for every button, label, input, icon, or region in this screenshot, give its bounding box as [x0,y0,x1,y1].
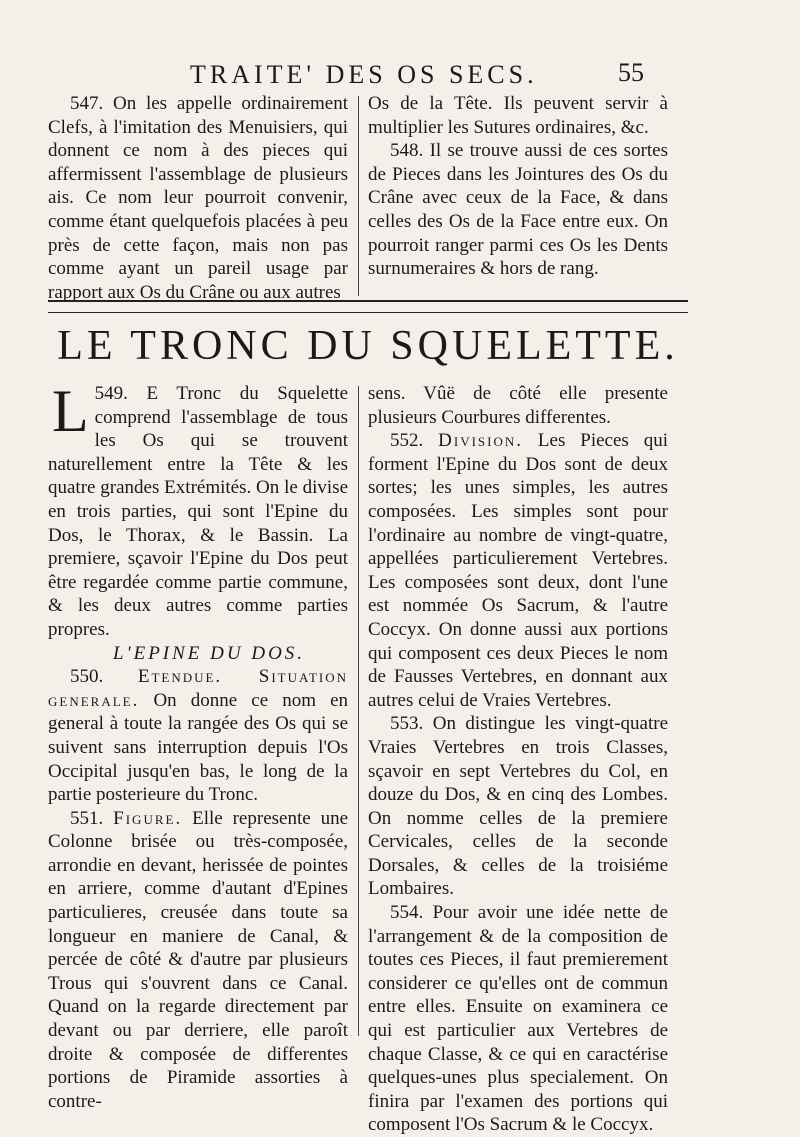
paragraph-text: Il se trouve aussi de ces sortes de Pieces dans les Jointures des Os du Crâne avec ceux de la Face, & dans celles des Os de la Face entre eux. On pourroit ranger parmi ces Os les Dents surnumeraires & hors de rang. [368,140,668,280]
paragraph-number: 551. [70,807,104,829]
paragraph-text: Pour avoir une idée nette de l'arrangement & de la composition de toutes ces Pieces, il faut premierement considerer ce qu'elles ont de commun entre elles. Ensuite on examinera ce qui est particulier aux Vertebres de chaque Classe, & ce qui en caractérise quelques-unes plus specialement. On finira par l'examen des portions qui composent l'Os Sacrum & le Coccyx. [368,902,668,1136]
paragraph-553 [368,712,668,901]
paragraph-548 [368,139,668,281]
paragraph-547-continued: Os de la Tête. Ils peuvent servir à multiplier les Sutures ordinaires, &c. [368,93,668,138]
section-rule-thin [48,312,688,313]
drop-cap: L [52,378,89,444]
paragraph-label: Etendue. Situation generale. [48,666,348,711]
running-head [0,60,800,90]
paragraph-number: 552. [390,430,424,452]
paragraph-text: On distingue les vingt-quatre Vraies Vertebres en trois Classes, sçavoir en sept Vertebres du Col, en douze du Dos, & en cinq des Lombes. On nomme celles de la premiere Cervicales, celles de la seconde Dorsales, & celles de la troisiéme Lombaires. [368,713,668,900]
paragraph-551-continued: sens. Vûë de côté elle presente plusieurs Courbures differentes. [368,383,668,428]
subheading: L'EPINE DU DOS. [112,642,306,664]
column-bottom-right [368,382,668,1137]
paragraph-550 [48,665,348,807]
running-title: TRAITE' DES OS SECS. [190,60,538,89]
paragraph-number: 548. [390,140,424,162]
paragraph-552 [368,429,668,712]
column-divider [358,96,359,296]
paragraph-number: 547. [70,93,104,114]
paragraph-text: On donne ce nom en general à toute la rangée des Os qui se suivent sans interruption depuis l'Os Occipital jusqu'en bas, le long de la partie posterieure du Tronc. [48,689,349,806]
paragraph-549 [48,378,348,642]
paragraph-text: Les Pieces qui forment l'Epine du Dos sont de deux sortes; les unes simples, les autres composées. Les simples sont pour l'ordinaire au nombre de vingt-quatre, appellées particulierement Vertebres. Les composées sont deux, dont l'une est nommée Os Sacrum, & l'autre Coccyx. On donne aussi aux portions qui composent ces deux Pieces le nom de Fausses Vertebres, en donnant aux autres celui de Vraies Vertebres. [368,430,668,711]
column-divider [358,386,359,1036]
paragraph-text: On les appelle ordinairement Clefs, à l'imitation des Menuisiers, qui donnent ce nom à des pieces qui affermissent l'assemblage de plusieurs ais. Ce nom leur pourroit convenir, comme étant quelquefois placées à peu près de cette façon, mais non pas comme ayant un pareil usage par rapport aux Os du Crâne ou aux autres [48,93,348,303]
paragraph-554 [368,901,668,1137]
column-top-right [368,92,668,281]
paragraph-number: 554. [390,902,424,924]
paragraph-label: Division. [438,430,524,452]
section-rule [48,300,688,302]
section-title: LE TRONC DU SQUELETTE. [57,323,679,369]
paragraph-number: 549. [94,383,128,404]
paragraph-number: 553. [390,713,424,735]
page-number: 55 [618,58,644,87]
paragraph-label: Figure. [113,807,183,829]
paragraph-551 [48,807,348,1114]
column-top-left [48,92,348,304]
paragraph-text: E Tronc du Squelette comprend l'assemblage de tous les Os qui se trouvent naturellement entre la Tête & les quatre grandes Extrémités. On le divise en trois parties, qui sont l'Epine du Dos, le Thorax, & le Bassin. La premiere, sçavoir l'Epine du Dos peut être regardée comme partie commune, & les deux autres comme parties propres. [48,383,348,640]
column-bottom-left [48,378,349,1113]
paragraph-number: 550. [70,666,104,688]
paragraph-text: Elle represente une Colonne brisée ou très-composée, arrondie en devant, herissée de pointes en arriere, comme d'autant d'Epines particulieres, creusée dans toute sa longueur en maniere de Canal, & percée de côté & d'autre par plusieurs Trous qui s'ouvrent dans ce Canal. Quand on la regarde directement par devant ou par derriere, elle paroît droite & composée de differentes portions de Piramide assorties à contre- [48,807,349,1112]
paragraph-547 [48,92,348,304]
